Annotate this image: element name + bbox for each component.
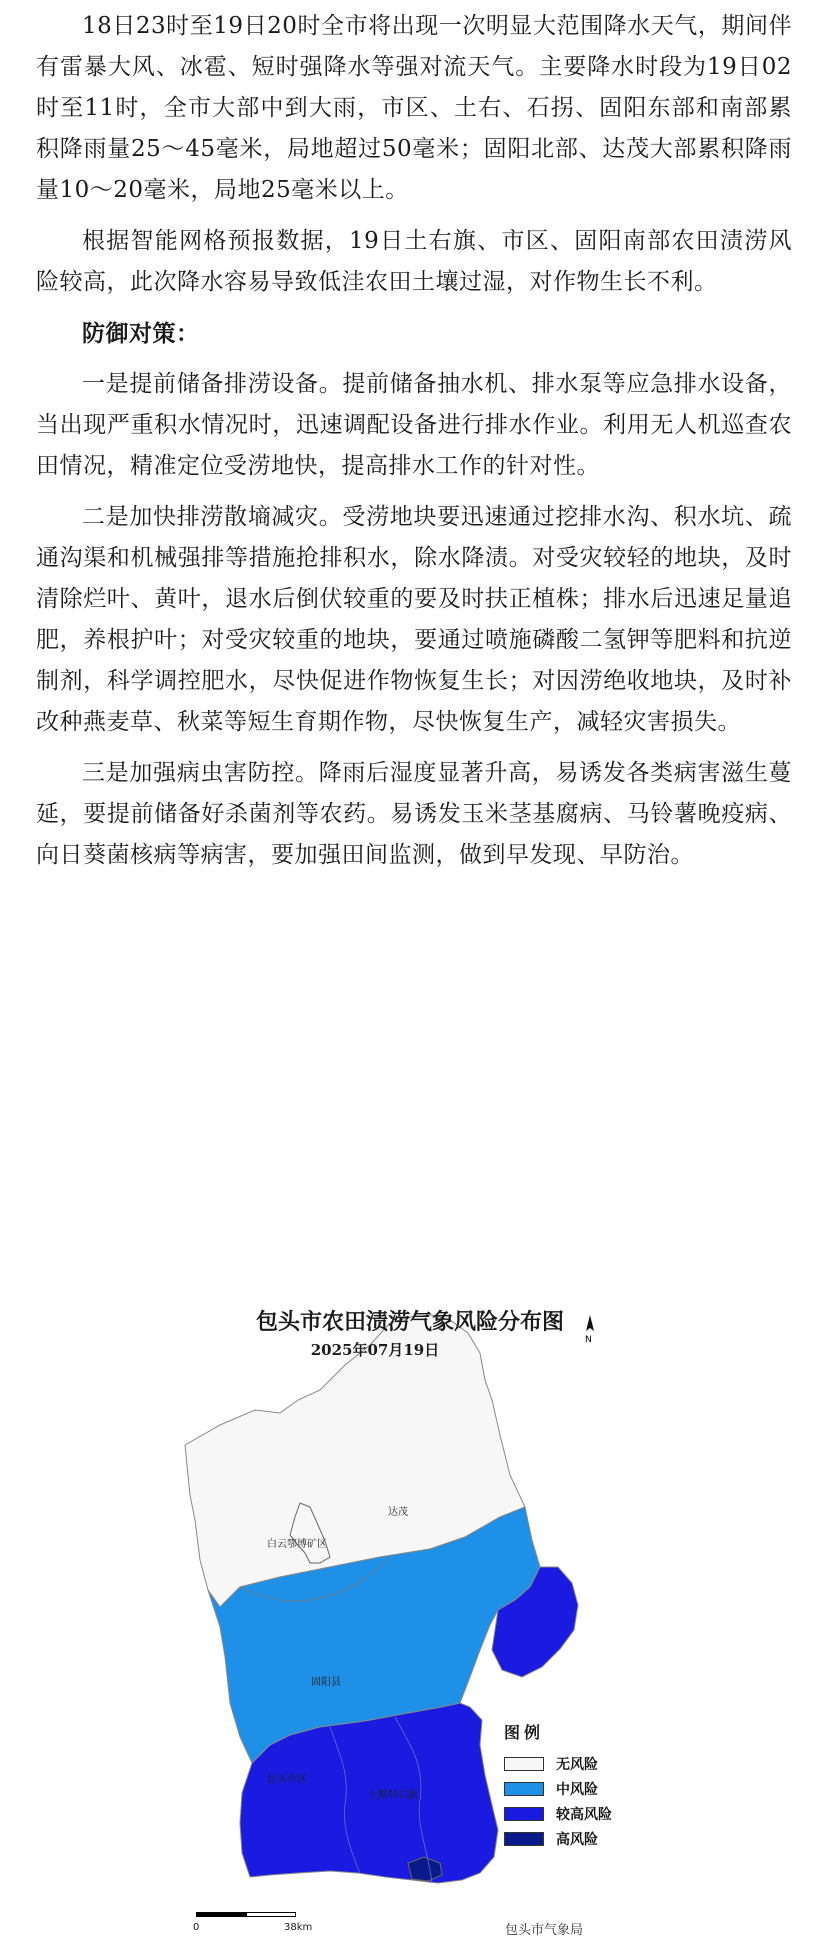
article xyxy=(36,0,792,876)
scale-track xyxy=(196,1912,296,1917)
measure-1-paragraph: 一是提前储备排涝设备。提前储备抽水机、排水泵等应急排水设备，当出现严重积水情况时，迅速调配设备进行排水作业。利用无人机巡查农田情况，精准定位受涝地快，提高排水工作的针对性。 xyxy=(36,371,792,479)
legend-label: 无风险 xyxy=(556,1756,598,1773)
legend-item xyxy=(504,1751,664,1776)
forecast-paragraph: 18日23时至19日20时全市将出现一次明显大范围降水天气，期间伴有雷暴大风、冰雹、短时强降水等强对流天气。主要降水时段为19日02时至11时，全市大部中到大雨，市区、土右、石拐、固阳东部和南部累积降雨量25～45毫米，局地超过50毫米；固阳北部、达茂大部累积降雨量10～20毫米，局地25毫米以上。 xyxy=(36,13,792,203)
measure-2-paragraph: 二是加快排涝散墒减灾。受涝地块要迅速通过挖排水沟、积水坑、疏通沟渠和机械强排等措施抢排积水，除水降渍。对受灾较轻的地块，及时清除烂叶、黄叶，退水后倒伏较重的要及时扶正植株；排水后迅速足量追肥，养根护叶；对受灾较重的地块，要通过喷施磷酸二氢钾等肥料和抗逆制剂，科学调控肥水，尽快促进作物恢复生长；对因涝绝收地块，及时补改种燕麦草、秋菜等短生育期作物，尽快恢复生产，减轻灾害损失。 xyxy=(36,504,792,735)
risk-paragraph: 根据智能网格预报数据，19日土右旗、市区、固阳南部农田渍涝风险较高，此次降水容易导致低洼农田土壤过湿，对作物生长不利。 xyxy=(36,228,792,295)
scale-bar xyxy=(193,1912,313,1942)
countermeasures-heading: 防御对策： xyxy=(82,320,200,347)
legend-swatch-higher xyxy=(504,1807,544,1821)
legend-item xyxy=(504,1801,664,1826)
scale-zero-label: 0 xyxy=(193,1922,200,1933)
legend-title: 图例 xyxy=(504,1723,545,1742)
legend-label: 中风险 xyxy=(556,1781,598,1798)
region-label-guyang: 固阳县 xyxy=(311,1677,341,1688)
map-legend xyxy=(504,1720,664,1851)
map-date: 2025年07月19日 xyxy=(310,1341,440,1359)
region-label-baiyun: 白云鄂博矿区 xyxy=(267,1539,327,1550)
region-label-baotou-city: 包头市区 xyxy=(267,1774,307,1785)
map-title: 包头市农田渍涝气象风险分布图 xyxy=(255,1310,564,1335)
legend-label: 较高风险 xyxy=(556,1806,612,1823)
map-credit: 包头市气象局 xyxy=(505,1923,584,1938)
north-label: N xyxy=(585,1335,592,1345)
legend-swatch-medium xyxy=(504,1782,544,1796)
scale-distance-label: 38km xyxy=(284,1922,313,1933)
legend-swatch-none xyxy=(504,1757,544,1771)
legend-swatch-high xyxy=(504,1832,544,1846)
north-arrow-icon xyxy=(580,1315,600,1345)
legend-item xyxy=(504,1776,664,1801)
measure-3-paragraph: 三是加强病虫害防控。降雨后湿度显著升高，易诱发各类病害滋生蔓延，要提前储备好杀菌剂等农药。易诱发玉米茎基腐病、马铃薯晚疫病、向日葵菌核病等病害，要加强田间监测，做到早发现、早防治。 xyxy=(36,760,792,868)
scale-fill xyxy=(197,1913,247,1916)
risk-map-figure xyxy=(180,1305,612,1945)
region-label-damao: 达茂 xyxy=(388,1507,408,1518)
region-label-tuyou: 土默特右旗 xyxy=(368,1790,418,1801)
legend-label: 高风险 xyxy=(556,1831,598,1848)
legend-item xyxy=(504,1826,664,1851)
